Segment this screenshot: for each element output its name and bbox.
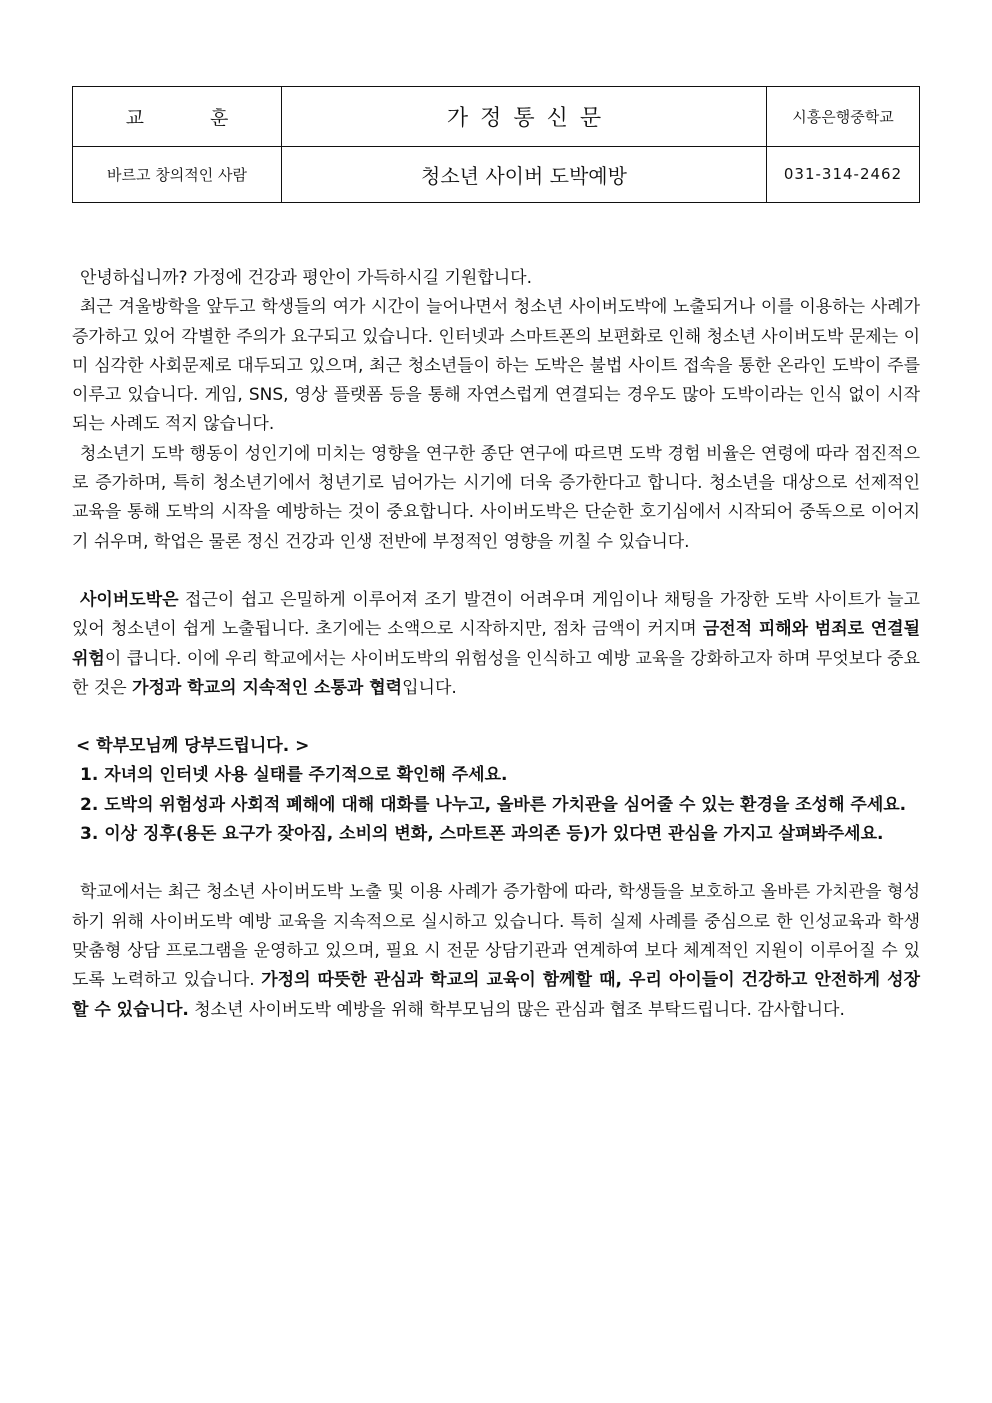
cyber-gambling-paragraph xyxy=(72,586,920,703)
list-item xyxy=(72,761,920,790)
school-name: 시흥은행중학교 xyxy=(767,87,920,147)
closing-bold: 가정의 따뜻한 관심과 학교의 교육이 함께할 때, 우리 아이들이 건강하고 안전하게 성장할 수 있습니다. xyxy=(72,970,920,1020)
list-item-number: 2. xyxy=(80,794,99,815)
cyber-text-1: 접근이 쉽고 은밀하게 이루어져 조기 발견이 어려우며 게임이나 채팅을 가장한 도박 사이트가 늘고 있어 청소년이 쉽게 노출됩니다. 초기에는 소액으로 시작하지만, 점차 금액이 커지며 xyxy=(72,589,920,640)
closing-paragraph xyxy=(72,878,920,1024)
list-item-number: 3. xyxy=(80,824,99,845)
letter-body xyxy=(72,264,920,1025)
closing-text-2: 청소년 사이버도박 예방을 위해 학부모님의 많은 관심과 협조 부탁드립니다. 감사합니다. xyxy=(188,999,845,1020)
school-motto: 바르고 창의적인 사람 xyxy=(73,146,282,202)
notice-list xyxy=(72,761,920,849)
header-table xyxy=(72,86,920,203)
greeting: 안녕하십니까? 가정에 건강과 평안이 가득하시길 기원합니다. xyxy=(80,268,532,288)
school-phone: 031-314-2462 xyxy=(767,146,920,202)
list-item-text: 이상 징후(용돈 요구가 잦아짐, 소비의 변화, 스마트폰 과의존 등)가 있다면 관심을 가지고 살펴봐주세요. xyxy=(104,824,884,845)
motto-label: 교 훈 xyxy=(73,87,282,147)
intro-paragraph-1: 최근 겨울방학을 앞두고 학생들의 여가 시간이 늘어나면서 청소년 사이버도박에 노출되거나 이를 이용하는 사례가 증가하고 있어 각별한 주의가 요구되고 있습니다. 인터넷과 스마트폰의 보편화로 인해 청소년 사이버도박 문제는 이미 심각한 사회문제로 대두되고 있으며, 최근 청소년들이 하는 도박은 불법 사이트 접속을 통한 온라인 도박이 주를 이루고 있습니다. 게임, SNS, 영상 플랫폼 등을 통해 자연스럽게 연결되는 경우도 많아 도박이라는 인식 없이 시작되는 사례도 적지 않습니다. xyxy=(72,297,920,435)
list-item-text: 도박의 위험성과 사회적 폐해에 대해 대화를 나누고, 올바른 가치관을 심어줄 수 있는 환경을 조성해 주세요. xyxy=(104,794,907,815)
cyber-bold-1: 사이버도박은 xyxy=(80,589,179,610)
newsletter-title: 가정통신문 xyxy=(282,87,767,147)
cyber-text-2: 이 큽니다. 이에 우리 학교에서는 사이버도박의 위험성을 인식하고 예방 교육을 강화하고자 하며 무엇보다 중요한 것은 xyxy=(72,648,920,698)
list-item-number: 1. xyxy=(80,765,99,786)
newsletter-topic: 청소년 사이버 도박예방 xyxy=(282,146,767,202)
list-item-text: 자녀의 인터넷 사용 실태를 주기적으로 확인해 주세요. xyxy=(104,765,508,786)
notice-title: < 학부모님께 당부드립니다. > xyxy=(76,736,310,757)
cyber-text-3: 입니다. xyxy=(402,677,457,698)
list-item xyxy=(72,791,920,820)
intro-paragraph-2: 청소년기 도박 행동이 성인기에 미치는 영향을 연구한 종단 연구에 따르면 도박 경험 비율은 연령에 따라 점진적으로 증가하며, 특히 청소년기에서 청년기로 넘어가는 시기에 더욱 증가한다고 합니다. 청소년을 대상으로 선제적인 교육을 통해 도박의 시작을 예방하는 것이 중요합니다. 사이버도박은 단순한 호기심에서 시작되어 중독으로 이어지기 쉬우며, 학업은 물론 정신 건강과 인생 전반에 부정적인 영향을 끼칠 수 있습니다. xyxy=(72,443,920,552)
closing-text-1: 학교에서는 최근 청소년 사이버도박 노출 및 이용 사례가 증가함에 따라, 학생들을 보호하고 올바른 가치관을 형성하기 위해 사이버도박 예방 교육을 지속적으로 실시하고 있습니다. 특히 실제 사례를 중심으로 한 인성교육과 학생 맞춤형 상담 프로그램을 운영하고 있으며, 필요 시 전문 상담기관과 연계하여 보다 체계적인 지원이 이루어질 수 있도록 노력하고 있습니다. xyxy=(72,882,920,991)
list-item xyxy=(72,820,920,849)
cyber-bold-3: 가정과 학교의 지속적인 소통과 협력 xyxy=(132,677,403,698)
cyber-bold-2: 금전적 피해와 범죄로 연결될 위험 xyxy=(72,619,920,669)
